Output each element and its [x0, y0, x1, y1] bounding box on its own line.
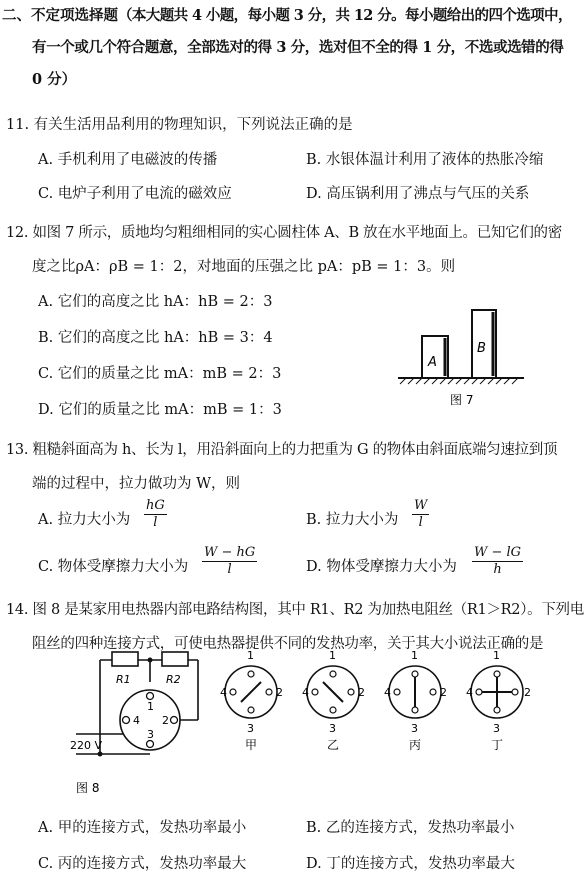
figure-8-caption: 图 8 [76, 781, 100, 795]
q14-stem-line2: 阻丝的四种连接方式，可使电热器提供不同的发热功率，关于其大小说法正确的是 [32, 636, 544, 652]
terminal-2-label: 2 [162, 714, 169, 727]
q12-option-c: C. 它们的质量之比 mA：mB = 2：3 [38, 366, 282, 382]
bing-terminal-1-label: 1 [411, 649, 418, 662]
q14-option-d: D. 丁的连接方式，发热功率最大 [306, 856, 515, 872]
q13-option-c-fraction [202, 545, 257, 578]
figure-7 [388, 300, 538, 415]
bing-terminal-2-label: 2 [440, 686, 447, 699]
q13-option-a: A. 拉力大小为 [38, 512, 131, 528]
q12-option-a: A. 它们的高度之比 hA：hB = 2：3 [38, 294, 273, 310]
q13-option-d: D. 物体受摩擦力大小为 [306, 559, 457, 575]
yi-terminal-4-label: 4 [302, 686, 309, 699]
section-title: 二、不定项选择题 [2, 7, 118, 24]
yi-terminal-2-label: 2 [358, 686, 365, 699]
figure-7-caption: 图 7 [450, 393, 474, 407]
q14-stem-line1: 14. 图 8 是某家用电热器内部电路结构图，其中 R1、R2 为加热电阻丝（R1＞R2）。下列电 [6, 602, 584, 618]
q14-option-b: B. 乙的连接方式，发热功率最小 [306, 820, 515, 836]
q13-option-c: C. 物体受摩擦力大小为 [38, 559, 189, 575]
supply-voltage-label: 220 V [70, 739, 103, 752]
q13-stem-line1: 13. 粗糙斜面高为 h、长为 l，用沿斜面向上的力把重为 G 的物体由斜面底端匀速拉到顶 [6, 442, 558, 458]
jia-terminal-4-label: 4 [220, 686, 227, 699]
ding-terminal-3-label: 3 [493, 722, 500, 735]
resistor-r2-label: R2 [166, 673, 181, 686]
bing-label: 丙 [409, 738, 422, 752]
q14-option-a: A. 甲的连接方式，发热功率最小 [38, 820, 247, 836]
q13-d-numerator: W − lG [474, 545, 522, 560]
q13-a-numerator: hG [146, 498, 165, 513]
q13-c-numerator: W − hG [204, 545, 256, 560]
ding-terminal-4-label: 4 [466, 686, 473, 699]
section-rule: （本大题共 4 小题，每小题 3 分，共 12 分。每小题给出的四个选项中， [118, 7, 572, 24]
q11-option-c: C. 电炉子利用了电流的磁效应 [38, 186, 232, 202]
bing-terminal-3-label: 3 [411, 722, 418, 735]
q13-option-b: B. 拉力大小为 [306, 512, 399, 528]
yi-terminal-1-label: 1 [329, 649, 336, 662]
q12-stem-line1: 12. 如图 7 所示，质地均匀粗细相同的实心圆柱体 A、B 放在水平地面上。已知它们的密 [6, 225, 562, 241]
yi-terminal-3-label: 3 [329, 722, 336, 735]
q12-option-b: B. 它们的高度之比 hA：hB = 3：4 [38, 330, 273, 346]
resistor-r1-label: R1 [116, 673, 131, 686]
connection-bing [384, 648, 446, 758]
q13-stem-line2: 端的过程中，拉力做功为 W，则 [32, 476, 241, 492]
q13-d-denominator: h [493, 562, 502, 577]
resistor-r1 [112, 652, 138, 666]
connection-yi [302, 648, 364, 758]
section-header-line2: 有一个或几个符合题意，全部选对的得 3 分，选对但不全的得 1 分，不选或选错的得 [32, 39, 564, 56]
terminal-4-label: 4 [133, 714, 140, 727]
q13-option-d-fraction [472, 545, 523, 578]
resistor-r2 [162, 652, 188, 666]
cylinder-b-label: B [477, 341, 486, 356]
cylinder-a-label: A [428, 355, 437, 370]
q11-option-b: B. 水银体温计利用了液体的热胀冷缩 [306, 152, 544, 168]
q12-option-d: D. 它们的质量之比 mA：mB = 1：3 [38, 402, 282, 418]
terminal-3-label: 3 [147, 728, 154, 741]
jia-terminal-1-label: 1 [247, 649, 254, 662]
section-header-line3: 0 分） [32, 71, 77, 88]
yi-label: 乙 [327, 738, 340, 752]
bing-terminal-4-label: 4 [384, 686, 391, 699]
q14-option-c: C. 丙的连接方式，发热功率最大 [38, 856, 247, 872]
q13-b-denominator: l [418, 515, 423, 530]
q12-stem-line2: 度之比ρA：ρB = 1：2，对地面的压强之比 pA：pB = 1：3。则 [32, 259, 456, 275]
q13-c-denominator: l [227, 562, 232, 577]
q13-a-denominator: l [153, 515, 158, 530]
jia-terminal-3-label: 3 [247, 722, 254, 735]
section-header-line1 [2, 6, 572, 26]
q11-option-a: A. 手机利用了电磁波的传播 [38, 152, 218, 168]
terminal-1-label: 1 [147, 700, 154, 713]
figure-8-circuit [68, 650, 228, 798]
connection-jia [220, 648, 282, 758]
ding-terminal-1-label: 1 [493, 649, 500, 662]
connection-ding [466, 648, 536, 758]
q13-b-numerator: W [414, 498, 428, 513]
jia-label: 甲 [245, 738, 258, 752]
jia-terminal-2-label: 2 [276, 686, 283, 699]
q13-option-b-fraction [412, 498, 429, 531]
ding-terminal-2-label: 2 [524, 686, 531, 699]
ding-label: 丁 [491, 738, 504, 752]
q11-option-d: D. 高压锅利用了沸点与气压的关系 [306, 186, 530, 202]
q11-stem: 11. 有关生活用品利用的物理知识，下列说法正确的是 [6, 117, 353, 133]
q13-option-a-fraction [144, 498, 167, 531]
